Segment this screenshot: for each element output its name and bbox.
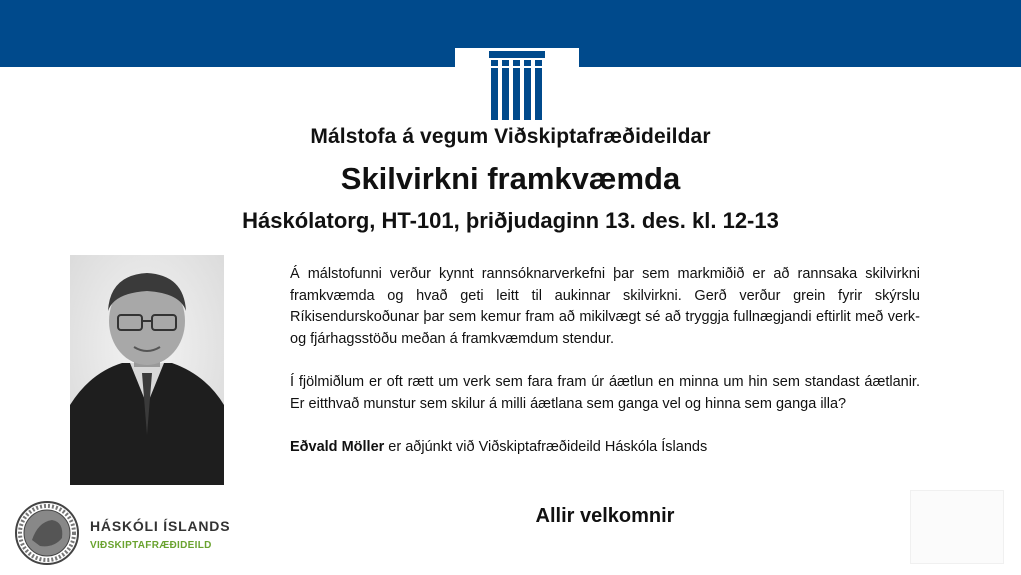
event-subtitle: Málstofa á vegum Viðskiptafræðideildar [310,125,711,148]
speaker-name: Eðvald Möller [290,439,385,455]
welcome-text: Allir velkomnir [535,505,675,527]
speaker-info [290,437,920,459]
department-name: VIÐSKIPTAFRÆÐIDEILD [90,540,212,551]
event-location: Háskólatorg, HT-101, þriðjudaginn 13. des. kl. 12-13 [242,208,779,233]
description-paragraph-2: Í fjölmiðlum er oft rætt um verk sem fara fram úr áætlun en minna um hin sem standast áætlanir. Er eitthvað munstur sem skilur á milli áætlana sem ganga vel og hinna sem ganga illa? [290,374,920,412]
university-pillars-logo [455,48,579,128]
university-name: HÁSKÓLI ÍSLANDS [90,518,231,534]
university-seal-icon [14,500,80,566]
speaker-portrait [70,255,224,485]
event-description [290,264,920,481]
corner-placeholder [910,490,1004,564]
description-paragraph-1: Á málstofunni verður kynnt rannsóknarverkefni þar sem markmiðið er að rannsaka skilvirkni framkvæmda og hvað geti leitt til aukinnar skilvirkni. Gerð verður grein fyrir skýrslu Ríkisendurskoðunar þar sem kemur fram að mikilvægt sé að tryggja fullnægjandi eftirlit með verk- og fjárhagsstöðu meðan á framkvæmdum stendur. [290,266,920,347]
speaker-role: er aðjúnkt við Viðskiptafræðideild Háskóla Íslands [384,439,708,455]
event-title: Skilvirkni framkvæmda [340,161,681,196]
